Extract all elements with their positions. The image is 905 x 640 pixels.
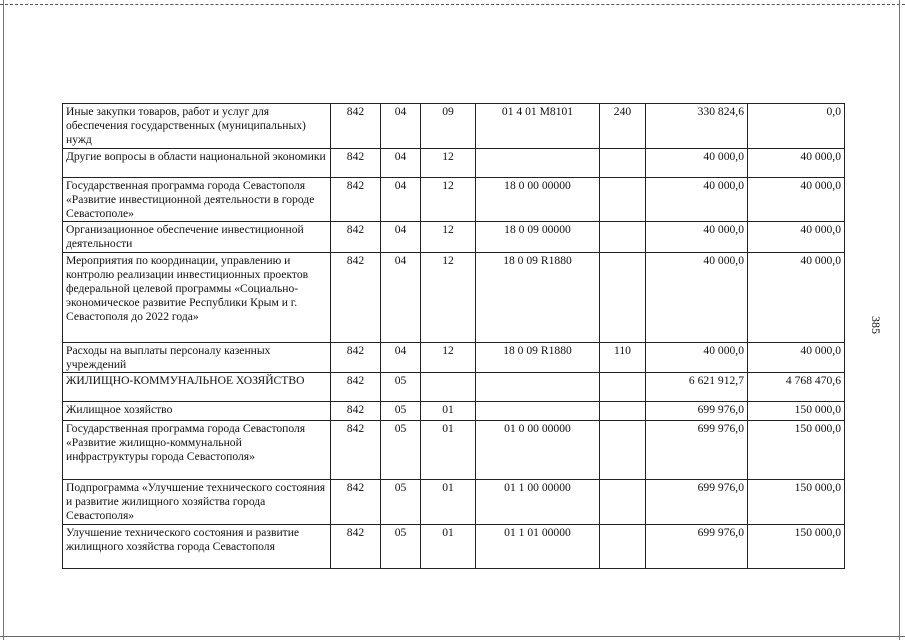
row-ved-cell: 842 [331,480,381,525]
table-row [63,524,845,568]
row-vr-cell: 240 [600,104,646,149]
table-row [63,148,845,177]
row-pr-cell: 01 [421,524,476,568]
table-row [63,177,845,222]
row-sum2-cell: 40 000,0 [748,148,845,177]
row-vr-cell [600,148,646,177]
row-pr-cell: 12 [421,177,476,222]
row-sum2-cell: 150 000,0 [748,524,845,568]
row-ved-cell: 842 [331,421,381,480]
row-rz-cell: 05 [381,421,421,480]
row-pr-cell: 12 [421,222,476,252]
row-rz-cell: 04 [381,342,421,372]
table-row [63,480,845,525]
row-csr-cell: 01 4 01 M8101 [476,104,600,149]
row-ved-cell: 842 [331,148,381,177]
row-sum1-cell: 40 000,0 [646,342,748,372]
row-rz-cell: 04 [381,252,421,342]
row-sum1-cell: 699 976,0 [646,402,748,421]
row-pr-cell: 01 [421,421,476,480]
table-row [63,252,845,342]
scan-edge-right [899,0,900,640]
scan-edge-left [3,0,4,640]
row-name-cell: Мероприятия по координации, управлению и контролю реализации инвестиционных проектов федеральной целевой программы «Социально-экономическое развитие Республики Крым и г. Севастополя до 2022 года» [63,252,331,342]
row-sum2-cell: 150 000,0 [748,421,845,480]
row-ved-cell: 842 [331,373,381,402]
row-sum2-cell: 40 000,0 [748,177,845,222]
row-pr-cell: 12 [421,252,476,342]
row-sum2-cell: 150 000,0 [748,480,845,525]
row-csr-cell: 01 1 01 00000 [476,524,600,568]
page-number: 385 [869,316,883,334]
row-sum2-cell: 40 000,0 [748,222,845,252]
row-rz-cell: 04 [381,177,421,222]
row-name-cell: Подпрограмма «Улучшение технического состояния и развитие жилищного хозяйства города Севастополя» [63,480,331,525]
budget-table-body [63,104,845,569]
row-pr-cell [421,373,476,402]
row-csr-cell [476,402,600,421]
row-pr-cell: 09 [421,104,476,149]
row-pr-cell: 12 [421,342,476,372]
table-row [63,342,845,372]
row-csr-cell: 18 0 09 00000 [476,222,600,252]
row-ved-cell: 842 [331,252,381,342]
row-sum1-cell: 40 000,0 [646,177,748,222]
table-row [63,402,845,421]
row-vr-cell [600,373,646,402]
row-rz-cell: 05 [381,373,421,402]
row-rz-cell: 04 [381,104,421,149]
row-rz-cell: 05 [381,524,421,568]
table-row [63,222,845,252]
row-name-cell: Иные закупки товаров, работ и услуг для обеспечения государственных (муниципальных) нужд [63,104,331,149]
row-vr-cell [600,222,646,252]
row-vr-cell [600,480,646,525]
row-vr-cell [600,177,646,222]
row-rz-cell: 05 [381,480,421,525]
row-csr-cell: 18 0 00 00000 [476,177,600,222]
row-name-cell: Улучшение технического состояния и развитие жилищного хозяйства города Севастополя [63,524,331,568]
row-ved-cell: 842 [331,104,381,149]
row-sum1-cell: 6 621 912,7 [646,373,748,402]
row-name-cell: Государственная программа города Севастополя «Развитие жилищно-коммунальной инфраструктуры города Севастополя» [63,421,331,480]
row-sum2-cell: 150 000,0 [748,402,845,421]
budget-table [62,103,845,569]
row-name-cell: Жилищное хозяйство [63,402,331,421]
row-rz-cell: 05 [381,402,421,421]
row-rz-cell: 04 [381,222,421,252]
row-sum2-cell: 40 000,0 [748,252,845,342]
row-csr-cell: 18 0 09 R1880 [476,252,600,342]
row-vr-cell [600,524,646,568]
row-csr-cell [476,373,600,402]
row-ved-cell: 842 [331,222,381,252]
row-name-cell: Государственная программа города Севастополя «Развитие инвестиционной деятельности в городе Севастополе» [63,177,331,222]
scan-edge-bottom [0,636,905,637]
row-rz-cell: 04 [381,148,421,177]
row-name-cell: Расходы на выплаты персоналу казенных учреждений [63,342,331,372]
row-sum1-cell: 40 000,0 [646,148,748,177]
table-row [63,104,845,149]
row-pr-cell: 01 [421,480,476,525]
row-sum1-cell: 699 976,0 [646,480,748,525]
row-sum1-cell: 330 824,6 [646,104,748,149]
row-ved-cell: 842 [331,342,381,372]
table-row [63,421,845,480]
row-vr-cell [600,402,646,421]
row-sum2-cell: 40 000,0 [748,342,845,372]
row-name-cell: Организационное обеспечение инвестиционной деятельности [63,222,331,252]
row-ved-cell: 842 [331,402,381,421]
row-sum2-cell: 4 768 470,6 [748,373,845,402]
row-csr-cell [476,148,600,177]
row-name-cell: ЖИЛИЩНО-КОММУНАЛЬНОЕ ХОЗЯЙСТВО [63,373,331,402]
row-csr-cell: 18 0 09 R1880 [476,342,600,372]
row-pr-cell: 01 [421,402,476,421]
row-ved-cell: 842 [331,177,381,222]
row-vr-cell [600,252,646,342]
scan-edge-top [0,4,905,5]
row-sum1-cell: 40 000,0 [646,252,748,342]
row-vr-cell: 110 [600,342,646,372]
row-sum1-cell: 699 976,0 [646,524,748,568]
row-sum1-cell: 699 976,0 [646,421,748,480]
row-sum1-cell: 40 000,0 [646,222,748,252]
row-vr-cell [600,421,646,480]
row-csr-cell: 01 1 00 00000 [476,480,600,525]
row-name-cell: Другие вопросы в области национальной экономики [63,148,331,177]
row-csr-cell: 01 0 00 00000 [476,421,600,480]
row-sum2-cell: 0,0 [748,104,845,149]
table-row [63,373,845,402]
row-pr-cell: 12 [421,148,476,177]
row-ved-cell: 842 [331,524,381,568]
